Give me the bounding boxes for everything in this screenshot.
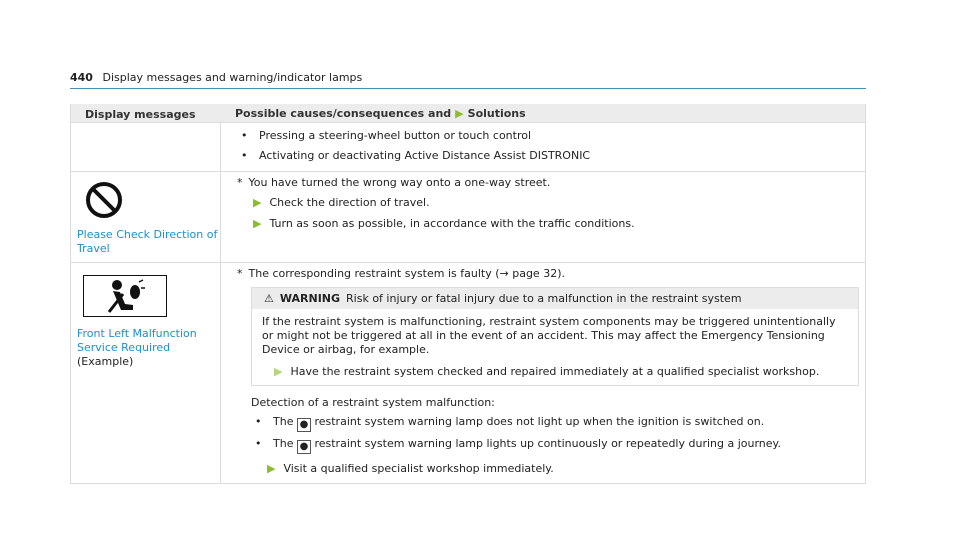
arrow-right-icon: ▶ — [455, 107, 464, 120]
message-direction-travel: Please Check Direction of Travel — [77, 228, 218, 255]
col2-prefix: Possible causes/consequences and — [235, 107, 452, 120]
airbag-lamp-icon: ● — [297, 418, 311, 432]
bullet-text: Activating or deactivating Active Distance Assist DISTRONIC — [259, 149, 591, 162]
page-number: 440 — [70, 71, 93, 84]
list-item: • Activating or deactivating Active Distance Assist DISTRONIC — [241, 149, 591, 162]
action-item: ▶ Check the direction of travel. — [253, 196, 430, 209]
header-rule — [70, 88, 866, 89]
message-front-left: Front Left Malfunction Service Required — [77, 327, 197, 354]
note-text: The corresponding restraint system is faulty (→ page 32). — [248, 267, 565, 280]
list-item: • Pressing a steering-wheel button or touch control — [241, 129, 532, 142]
action-item: ▶ Visit a qualified specialist workshop immediately. — [267, 462, 554, 475]
col-causes-solutions — [221, 104, 865, 122]
arrow-right-icon: ▶ — [274, 365, 283, 378]
note: * The corresponding restraint system is faulty (→ page 32). — [237, 267, 565, 280]
airbag-icon — [83, 275, 167, 317]
table-row — [71, 171, 865, 262]
arrow-right-icon: ▶ — [267, 462, 276, 475]
warning-icon: ⚠ — [264, 292, 274, 305]
no-entry-icon — [81, 180, 127, 220]
arrow-right-icon: ▶ — [253, 217, 262, 230]
note: * You have turned the wrong way onto a one-way street. — [237, 176, 551, 189]
col2-suffix: Solutions — [467, 107, 526, 120]
messages-table — [70, 104, 866, 484]
warning-head: Risk of injury or fatal injury due to a malfunction in the restraint system — [346, 292, 742, 305]
table-row — [71, 262, 865, 483]
col-display-messages: Display messages — [85, 108, 196, 121]
page-title: Display messages and warning/indicator lamps — [102, 71, 363, 84]
airbag-lamp-icon: ● — [297, 440, 311, 454]
warning-box — [251, 287, 859, 386]
list-item: • The ● restraint system warning lamp lights up continuously or repeatedly during a journey. — [255, 437, 781, 452]
table-header — [71, 104, 865, 122]
list-item: • The ● restraint system warning lamp does not light up when the ignition is switched on. — [255, 415, 765, 430]
detection-text: Detection of a restraint system malfunction: — [251, 396, 495, 409]
warning-body: If the restraint system is malfunctioning, restraint system components may be triggered unintentionally or might not be triggered at all in the event of an accident. This may affect the Emergency Tensioning Device or airbag, for example. ▶ Have the restraint system checked and repaired immediately at a qualified specialist workshop. — [252, 309, 858, 385]
page-header — [70, 71, 362, 84]
arrow-right-icon: ▶ — [253, 196, 262, 209]
warning-title: WARNING — [279, 292, 341, 305]
action-item: ▶ Turn as soon as possible, in accordance with the traffic conditions. — [253, 217, 635, 230]
note-text: You have turned the wrong way onto a one-way street. — [248, 176, 551, 189]
example-label: (Example) — [77, 355, 134, 368]
bullet-text: Pressing a steering-wheel button or touch control — [259, 129, 532, 142]
table-row — [71, 122, 865, 171]
action-item: ▶ Have the restraint system checked and repaired immediately at a qualified specialist workshop. — [274, 365, 820, 378]
